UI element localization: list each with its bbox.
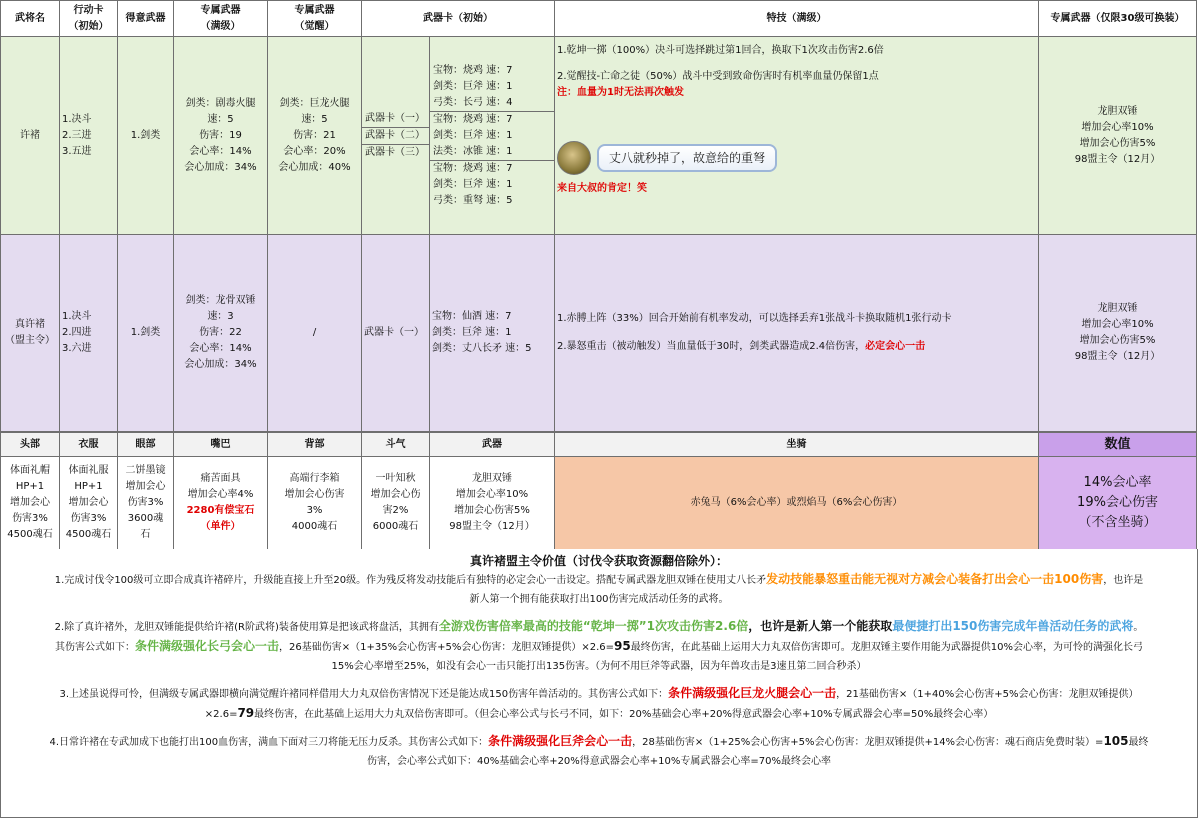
equip-mount: 赤兔马（6%会心率）或烈焰马（6%会心伤害） — [555, 457, 1039, 550]
summary-text: ，也许是新人第一个能获取 — [748, 619, 893, 633]
skill-line: 1.乾坤一掷（100%）决斗可选择跳过第1回合，换取下1次攻击伤害2.6倍 — [557, 45, 884, 56]
card-item: 宝物：烧鸡 速：7 — [433, 162, 513, 174]
skill-line — [557, 339, 1036, 355]
header-row — [1, 1, 1197, 37]
summary-highlight: 全游戏伤害倍率最高的技能“乾坤一掷”1次攻击伤害2.6倍 — [438, 619, 749, 633]
summary-number: 95 — [614, 639, 631, 653]
equip-header-head: 头部 — [1, 433, 60, 457]
header-name: 武将名 — [1, 1, 60, 37]
card-items — [430, 235, 555, 432]
summary-text: ，也许是 — [1103, 575, 1144, 586]
header-exclusive-awake: 专属武器 （觉醒） — [268, 1, 362, 37]
summary-paragraph-3b — [1, 704, 1197, 724]
card-item: 宝物：仙酒 速：7 — [432, 311, 512, 322]
table-row — [1, 235, 1197, 432]
exclusive-max: 剑类：龙骨双锤 速：3 伤害：22 会心率：14% 会心加成：34% — [174, 235, 268, 432]
summary-title: 真许褚盟主令价值（讨伐令获取资源翻倍除外）： — [469, 554, 728, 568]
summary-paragraph-2 — [1, 617, 1197, 637]
summary-highlight: 条件满级强化长弓会心一击 — [135, 639, 280, 653]
equip-weapon: 龙胆双锤 增加会心率10% 增加会心伤害5% 98盟主令（12月） — [430, 457, 555, 550]
weapon-card-labels — [362, 37, 430, 235]
equip-row — [1, 457, 1197, 550]
summary-paragraph-2c: 15%会心率增至25%，如没有会心一击只能打出135伤害。（为何不用巨斧等武器，因为年兽攻击是3速且第二回合秒杀） — [331, 661, 867, 672]
weapon-card-items — [430, 37, 555, 235]
action-cards: 1.决斗 2.三进 3.五进 — [60, 37, 118, 235]
summary-highlight: 最便捷打出150伤害完成年兽活动任务的武将 — [892, 619, 1134, 633]
summary-text: 其伤害公式如下： — [55, 642, 136, 653]
summary-text: ×2.6= — [204, 709, 238, 720]
header-cards: 武器卡（初始） — [362, 1, 555, 37]
card-item: 弓类：长弓 速：4 — [433, 96, 513, 108]
summary-text: 最终伤害，在此基础上运用大力丸双倍伤害即可。龙胆双锤主要作用能为武器提供10%会心率，为可怜的满强化长弓 — [630, 642, 1143, 653]
summary-paragraph-1b: 新人第一个拥有能获取打出100伤害完成活动任务的武将。 — [469, 594, 729, 605]
weapon-card-label: 武器卡（一） — [362, 111, 429, 128]
equip-header-aura: 斗气 — [362, 433, 430, 457]
hero-name: 许褚 — [1, 37, 60, 235]
summary-section — [0, 549, 1198, 818]
summary-text: ，28基础伤害×（1+25%会心伤害+5%会心伤害：龙胆双锤提供+14%会心伤害：魂石商店免费时装）= — [632, 737, 1104, 748]
header-fav-weapon: 得意武器 — [118, 1, 174, 37]
chat-bubble: 丈八就秒掉了，故意给的重弩 — [597, 144, 777, 172]
equip-header-weapon: 武器 — [430, 433, 555, 457]
weapon-card-label: 武器卡（一） — [362, 235, 430, 432]
header-exclusive-change: 专属武器（仅限30级可换装） — [1039, 1, 1197, 37]
summary-text: 最终 — [1128, 737, 1149, 748]
chat-note: 来自大叔的肯定！笑 — [557, 183, 647, 194]
summary-text: ，26基础伤害×（1+35%会心伤害+5%会心伤害：龙胆双锤提供）×2.6= — [279, 642, 615, 653]
chat-snippet — [557, 141, 1036, 175]
skill-text: 2.暴怒重击（被动触发）当血量低于30时，剑类武器造成2.4倍伤害， — [557, 341, 866, 352]
avatar-icon — [557, 141, 591, 175]
header-exclusive-max: 专属武器 （满级） — [174, 1, 268, 37]
exclusive-awake: 剑类：巨龙火腿 速：5 伤害：21 会心率：20% 会心加成：40% — [268, 37, 362, 235]
summary-text: 最终伤害，在此基础上运用大力丸双倍伤害即可。（但会心率公式与长弓不同，如下：20%基础会心率+20%得意武器会心率+10%专属武器会心率=50%最终会心率） — [254, 709, 994, 720]
equip-cloth: 体面礼服 HP+1 增加会心 伤害3% 4500魂石 — [60, 457, 118, 550]
summary-paragraph-1 — [1, 570, 1197, 590]
equip-header-mouth: 嘴巴 — [174, 433, 268, 457]
card-items — [430, 112, 554, 161]
equip-header-mount: 坐骑 — [555, 433, 1039, 457]
equip-header-row — [1, 433, 1197, 457]
skill-cell — [555, 37, 1039, 235]
summary-paragraph-4 — [1, 732, 1197, 752]
equip-header-cloth: 衣服 — [60, 433, 118, 457]
skill-note: 注：血量为1时无法再次触发 — [557, 87, 684, 98]
skill-red-text: 必定会心一击 — [865, 341, 926, 352]
card-item: 弓类：重弩 速：5 — [433, 194, 513, 206]
card-item: 剑类：巨斧 速：1 — [433, 178, 513, 190]
summary-highlight: 发动技能暴怒重击能无视对方减会心装备打出会心一击100伤害 — [766, 572, 1104, 586]
equip-value: 14%会心率 19%会心伤害 （不含坐骑） — [1039, 457, 1197, 550]
exclusive-change: 龙胆双锤 增加会心率10% 增加会心伤害5% 98盟主令（12月） — [1039, 235, 1197, 432]
action-cards: 1.决斗 2.四进 3.六进 — [60, 235, 118, 432]
card-item: 宝物：烧鸡 速：7 — [433, 64, 513, 76]
exclusive-awake: / — [268, 235, 362, 432]
hero-name: 真许褚 （盟主令） — [1, 235, 60, 432]
equip-mouth-text: 痛苦面具 增加会心率4% — [187, 473, 254, 500]
summary-number: 105 — [1103, 734, 1129, 748]
equip-mouth-price: 2280有偿宝石 （单件） — [186, 505, 255, 532]
header-skill: 特技（满级） — [555, 1, 1039, 37]
equip-header-eye: 眼部 — [118, 433, 174, 457]
weapon-card-label: 武器卡（三） — [365, 146, 425, 158]
equip-aura: 一叶知秋 增加会心伤 害2% 6000魂石 — [362, 457, 430, 550]
card-item: 剑类：巨斧 速：1 — [433, 129, 513, 141]
fav-weapon: 1.剑类 — [118, 235, 174, 432]
equip-eye: 二饼墨镜 增加会心 伤害3% 3600魂 石 — [118, 457, 174, 550]
equip-mouth — [174, 457, 268, 550]
card-item: 剑类：巨斧 速：1 — [432, 327, 512, 338]
fav-weapon: 1.剑类 — [118, 37, 174, 235]
summary-text: 4.日常许褚在专武加成下也能打出100血伤害，满血下面对三刀将能无压力反杀。其伤害公式如下： — [49, 737, 489, 748]
table-row — [1, 37, 1197, 235]
summary-number: 79 — [237, 706, 255, 720]
summary-paragraph-4b: 伤害，会心率公式如下：40%基础会心率+20%得意武器会心率+10%专属武器会心率=70%最终会心率 — [366, 756, 832, 767]
summary-text: 1.完成讨伐令100级可立即合成真许褚碎片，升级能直接上升至20级。作为残反将发动技能后有独特的必定会心一击设定。搭配专属武器龙胆双锤在使用丈八长矛 — [54, 575, 767, 586]
summary-text: 3.上述虽说得可怜，但满级专属武器即横向满觉醒许褚同样借用大力丸双倍伤害情况下还是能达成150伤害年兽活动的。其伤害公式如下： — [59, 689, 669, 700]
summary-paragraph-3 — [1, 684, 1197, 704]
card-items — [430, 63, 554, 112]
card-item: 法类：冰锥 速：1 — [433, 145, 513, 157]
summary-highlight: 条件满级强化巨斧会心一击 — [488, 734, 633, 748]
skill-line: 1.赤膊上阵（33%）回合开始前有机率发动，可以选择丢弃1张战斗卡换取随机1张行动卡 — [557, 313, 952, 324]
summary-text: ，21基础伤害×（1+40%会心伤害+5%会心伤害：龙胆双锤提供） — [836, 689, 1139, 700]
summary-text: 2.除了真许褚外，龙胆双锤能提供给许褚(R阶武将)装备使用算是把该武将盘活，其拥有 — [54, 622, 439, 633]
weapon-card-label: 武器卡（二） — [362, 128, 429, 145]
summary-text: 。 — [1133, 622, 1144, 633]
equip-back: 高端行李箱 增加会心伤害 3% 4000魂石 — [268, 457, 362, 550]
summary-highlight: 条件满级强化巨龙火腿会心一击 — [668, 686, 837, 700]
card-item: 剑类：巨斧 速：1 — [433, 80, 513, 92]
exclusive-change: 龙胆双锤 增加会心率10% 增加会心伤害5% 98盟主令（12月） — [1039, 37, 1197, 235]
equip-header-back: 背部 — [268, 433, 362, 457]
equipment-table — [0, 432, 1197, 550]
card-item: 宝物：烧鸡 速：7 — [433, 113, 513, 125]
card-item: 剑类：丈八长矛 速：5 — [432, 343, 532, 354]
exclusive-max: 剑类：剧毒火腿 速：5 伤害：19 会心率：14% 会心加成：34% — [174, 37, 268, 235]
equip-header-value: 数值 — [1039, 433, 1197, 457]
skill-line: 2.觉醒技-亡命之徒（50%）战斗中受到致命伤害时有机率血量仍保留1点 — [557, 71, 879, 82]
card-items — [430, 161, 554, 209]
skill-cell — [555, 235, 1039, 432]
header-action: 行动卡 （初始） — [60, 1, 118, 37]
equip-head: 体面礼帽 HP+1 增加会心 伤害3% 4500魂石 — [1, 457, 60, 550]
summary-paragraph-2b — [1, 637, 1197, 657]
